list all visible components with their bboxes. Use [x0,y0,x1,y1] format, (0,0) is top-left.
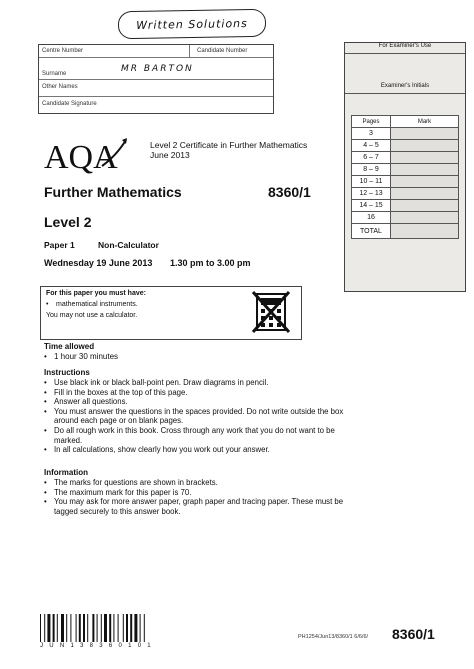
surname-label: Surname [42,71,67,77]
requirements-box [40,286,302,340]
requirements-note: You may not use a calculator. [46,312,138,319]
pages-cell: 10 – 11 [352,176,391,188]
barcode-text: J U N 1 3 8 3 6 0 1 0 1 [40,643,153,649]
barcode-bar [40,614,41,642]
signature-label: Candidate Signature [42,101,97,107]
examiner-use-box [344,42,466,292]
mark-cell [391,188,459,200]
barcode-bar [104,614,107,642]
exam-time: 1.30 pm to 3.00 pm [170,258,251,268]
barcode-bar [76,614,77,642]
pages-cell: 3 [352,128,391,140]
table-row [352,164,459,176]
table-row [352,128,459,140]
time-allowed-value: • 1 hour 30 minutes [44,352,474,361]
barcode-bar [79,614,81,642]
table-row-line [39,96,273,97]
barcode-bar [87,614,88,642]
examiner-box-title: For Examiner's Use [378,43,432,49]
instructions-heading: Instructions [44,368,90,377]
list-item: • Do all rough work in this book. Cross through any work that you do not want to be marked. [44,426,344,445]
table-row [352,188,459,200]
list-item: • Fill in the boxes at the top of this page. [44,388,344,398]
handwritten-title: Written Solutions [118,9,266,40]
mark-cell [391,128,459,140]
barcode-bar [66,614,67,642]
table-row [352,140,459,152]
grid-header-row [352,116,459,128]
list-item: • You may ask for more answer paper, graph paper and tracing paper. These must be tagged securely to this answer book. [44,497,344,516]
list-item: • You must answer the questions in the spaces provided. Do not write outside the box around each page or on blank pages. [44,407,344,426]
barcode-bar [47,614,50,642]
exam-date: Wednesday 19 June 2013 [44,258,153,268]
requirements-item: • mathematical instruments. [46,301,306,308]
list-item: • The maximum mark for this paper is 70. [44,488,344,498]
mark-cell [391,200,459,212]
surname-value: MR BARTON [121,64,194,74]
certificate-title: Level 2 Certificate in Further Mathematics [150,140,308,150]
pages-header: Pages [352,116,391,128]
marks-grid [351,115,459,239]
mark-cell [391,140,459,152]
list-item: • Use black ink or black ball-point pen. Draw diagrams in pencil. [44,378,344,388]
pages-cell: 14 – 15 [352,200,391,212]
no-calculator-icon [251,290,291,334]
information-heading: Information [44,468,88,477]
list-item: • Answer all questions. [44,397,344,407]
time-allowed-heading: Time allowed [44,342,95,351]
certificate-date: June 2013 [150,150,190,160]
aqa-logo [44,136,128,176]
list-item: • In all calculations, show clearly how you work out your answer. [44,445,344,455]
total-mark-cell [391,224,459,239]
barcode-bar [83,614,85,642]
requirements-title: For this paper you must have: [46,290,146,297]
barcode-bar [113,614,114,642]
subject-title: Further Mathematics [44,184,182,200]
instructions-list [44,378,344,455]
pages-cell: 8 – 9 [352,164,391,176]
barcode-bar [61,614,64,642]
examiner-initials-label: Examiner's Initials [380,83,430,89]
barcode-bar [134,614,137,642]
barcode-bar [57,614,58,642]
table-row [352,152,459,164]
candidate-details-table [38,44,274,114]
total-label: TOTAL [352,224,391,239]
barcode-bar [97,614,98,642]
information-list [44,478,344,516]
pages-cell: 16 [352,212,391,224]
divider [345,53,465,54]
table-row-line [39,79,273,80]
table-divider [189,45,190,57]
barcode-bar [92,614,94,642]
barcode-bar [140,614,141,642]
barcode-bar [123,614,124,642]
mark-cell [391,152,459,164]
other-names-label: Other Names [42,84,78,90]
mark-cell [391,176,459,188]
table-row-line [39,57,273,58]
barcode-bar [44,614,45,642]
barcode-bar [130,614,132,642]
table-row [352,176,459,188]
paper-number: Paper 1 [44,240,75,250]
divider [345,93,465,94]
aqa-logo-text: AQA [44,139,118,176]
pages-cell: 4 – 5 [352,140,391,152]
barcode-bar [70,614,71,642]
centre-number-label: Centre Number [42,48,84,54]
paper-code: 8360/1 [268,184,311,200]
table-row [352,212,459,224]
barcode-bar [53,614,55,642]
pages-cell: 6 – 7 [352,152,391,164]
barcode-bar [144,614,145,642]
calculator-status: Non-Calculator [98,240,159,250]
mark-cell [391,212,459,224]
mark-cell [391,164,459,176]
barcode-bar [101,614,102,642]
total-row [352,224,459,239]
barcode [40,614,170,642]
mark-header: Mark [391,116,459,128]
candidate-number-label: Candidate Number [197,48,248,54]
barcode-bar [109,614,111,642]
table-row [352,200,459,212]
footer-paper-code: 8360/1 [392,626,435,642]
barcode-bar [126,614,128,642]
pages-cell: 12 – 13 [352,188,391,200]
footer-reference: PH1254/Jun13/8360/1 6/6/6/ [298,634,369,640]
barcode-bar [118,614,119,642]
list-item: • The marks for questions are shown in brackets. [44,478,344,488]
level-title: Level 2 [44,214,92,230]
